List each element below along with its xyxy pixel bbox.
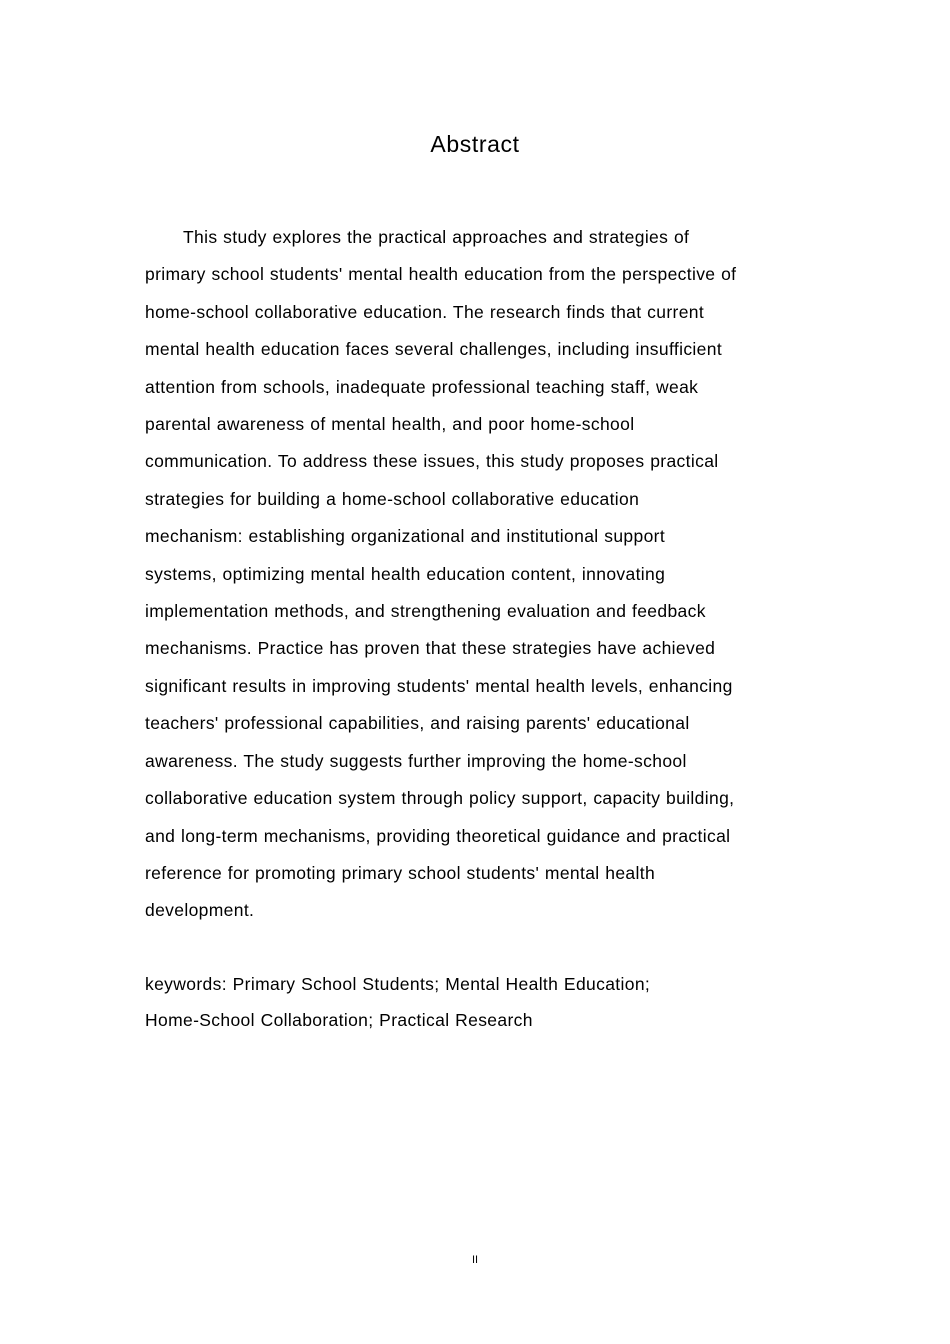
abstract-line: implementation methods, and strengthening evaluation and feedback <box>145 601 706 622</box>
abstract-line: primary school students' mental health education from the perspective of <box>145 264 737 285</box>
keywords-line: keywords: Primary School Students; Mental Health Education; <box>145 974 651 994</box>
abstract-line: attention from schools, inadequate professional teaching staff, weak <box>145 376 699 397</box>
abstract-line: home-school collaborative education. The research finds that current <box>145 301 705 322</box>
abstract-line: communication. To address these issues, this study proposes practical <box>145 451 719 472</box>
abstract-line: mechanisms. Practice has proven that these strategies have achieved <box>145 638 716 659</box>
abstract-line: teachers' professional capabilities, and raising parents' educational <box>145 713 690 734</box>
page-title: Abstract <box>430 131 520 157</box>
page-number: II <box>471 1254 479 1266</box>
abstract-body <box>145 219 825 930</box>
abstract-line: and long-term mechanisms, providing theoretical guidance and practical <box>145 825 731 846</box>
abstract-line: strategies for building a home-school collaborative education <box>145 488 640 509</box>
abstract-line: collaborative education system through policy support, capacity building, <box>145 788 735 809</box>
abstract-line: development. <box>145 900 255 921</box>
abstract-line: This study explores the practical approaches and strategies of <box>183 227 690 247</box>
abstract-line: significant results in improving students' mental health levels, enhancing <box>145 675 733 696</box>
keywords-section <box>145 966 825 1038</box>
abstract-line: systems, optimizing mental health education content, innovating <box>145 563 666 584</box>
abstract-line: awareness. The study suggests further improving the home-school <box>145 750 687 771</box>
abstract-line: mechanism: establishing organizational and institutional support <box>145 526 666 547</box>
abstract-line: parental awareness of mental health, and poor home-school <box>145 414 635 435</box>
abstract-line: reference for promoting primary school students' mental health <box>145 862 656 883</box>
abstract-line: mental health education faces several challenges, including insufficient <box>145 339 723 360</box>
keywords-line: Home-School Collaboration; Practical Research <box>145 1010 533 1030</box>
